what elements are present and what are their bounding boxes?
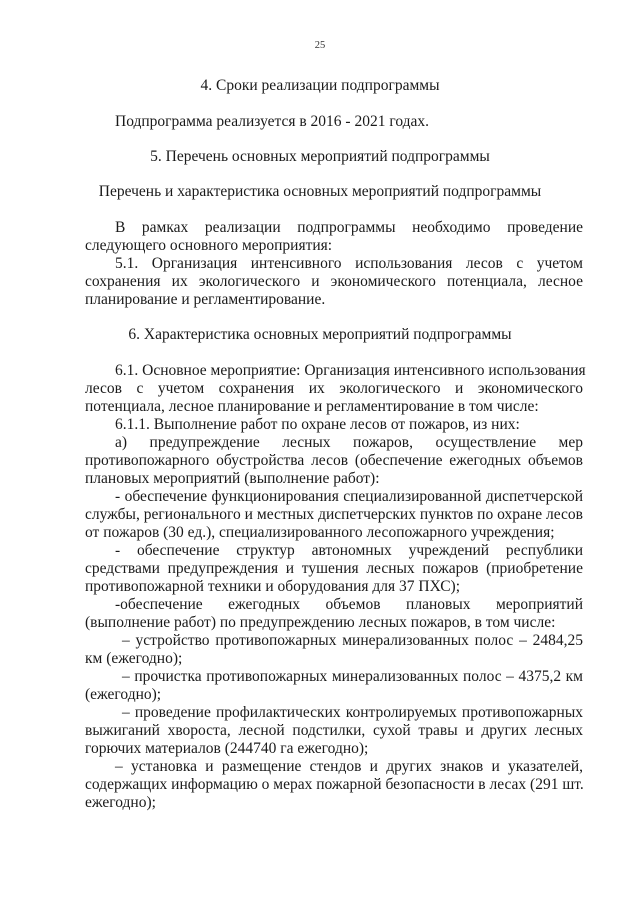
- page-number: 25: [314, 40, 326, 51]
- paragraph-line: содержащих информацию о мерах пожарной безопасности в лесах (291 шт.: [85, 776, 584, 793]
- paragraph-line: плановых мероприятий (выполнение работ):: [85, 470, 380, 487]
- paragraph-line: – прочистка противопожарных минерализованных полос – 4375,2 км: [122, 668, 583, 685]
- section-4-heading: 4. Сроки реализации подпрограммы: [200, 77, 440, 94]
- section-4-text: Подпрограмма реализуется в 2016 - 2021 годах.: [115, 113, 430, 130]
- paragraph-line: средствами предупреждения и тушения лесных пожаров (приобретение: [85, 560, 583, 577]
- paragraph-line: – проведение профилактических контролируемых противопожарных: [122, 704, 583, 721]
- section-5-subheading: Перечень и характеристика основных мероприятий подпрограммы: [98, 183, 542, 200]
- paragraph-line: следующего основного мероприятия:: [85, 237, 333, 254]
- paragraph-line: службы, регионального и местных диспетчерских пунктов по охране лесов: [85, 506, 583, 523]
- paragraph-line: – устройство противопожарных минерализованных полос – 2484,25: [122, 632, 583, 649]
- paragraph-line: -обеспечение ежегодных объемов плановых мероприятий: [115, 596, 583, 613]
- paragraph-line: горючих материалов (244740 га ежегодно);: [85, 740, 369, 757]
- paragraph-line: выжиганий хвороста, лесной подстилки, сухой травы и других лесных: [85, 722, 583, 739]
- paragraph-line: сохранения их экологического и экономического потенциала, лесное: [85, 273, 583, 290]
- paragraph-line: – установка и размещение стендов и других знаков и указателей,: [115, 758, 583, 775]
- paragraph-line: (ежегодно);: [85, 686, 162, 703]
- paragraph-line: лесов с учетом сохранения их экологического и экономического: [85, 380, 583, 397]
- paragraph-line: В рамках реализации подпрограммы необходимо проведение: [115, 219, 583, 236]
- paragraph-line: противопожарного обустройства лесов (обеспечение ежегодных объемов: [85, 452, 583, 469]
- paragraph-line: - обеспечение функционирования специализированной диспетчерской: [115, 488, 583, 505]
- paragraph-line: потенциала, лесное планирование и регламентирование в том числе:: [85, 398, 539, 415]
- paragraph-line: (выполнение работ) по предупреждению лесных пожаров, в том числе:: [85, 614, 556, 631]
- paragraph-line: 5.1. Организация интенсивного использования лесов с учетом: [115, 255, 583, 272]
- paragraph-line: противопожарной техники и оборудования для 37 ПХС);: [85, 578, 461, 595]
- paragraph-line: - обеспечение структур автономных учреждений республики: [115, 542, 583, 559]
- paragraph-line: 6.1. Основное мероприятие: Организация интенсивного использования: [115, 362, 586, 379]
- section-5-heading: 5. Перечень основных мероприятий подпрограммы: [150, 148, 490, 165]
- paragraph-line: планирование и регламентирование.: [85, 291, 326, 308]
- paragraph-line: 6.1.1. Выполнение работ по охране лесов от пожаров, из них:: [115, 416, 520, 433]
- paragraph-line: км (ежегодно);: [85, 650, 183, 667]
- paragraph-line: а) предупреждение лесных пожаров, осуществление мер: [115, 434, 583, 451]
- paragraph-line: ежегодно);: [85, 794, 156, 811]
- section-6-heading: 6. Характеристика основных мероприятий подпрограммы: [128, 326, 512, 343]
- paragraph-line: от пожаров (30 ед.), специализированного лесопожарного учреждения;: [85, 524, 555, 541]
